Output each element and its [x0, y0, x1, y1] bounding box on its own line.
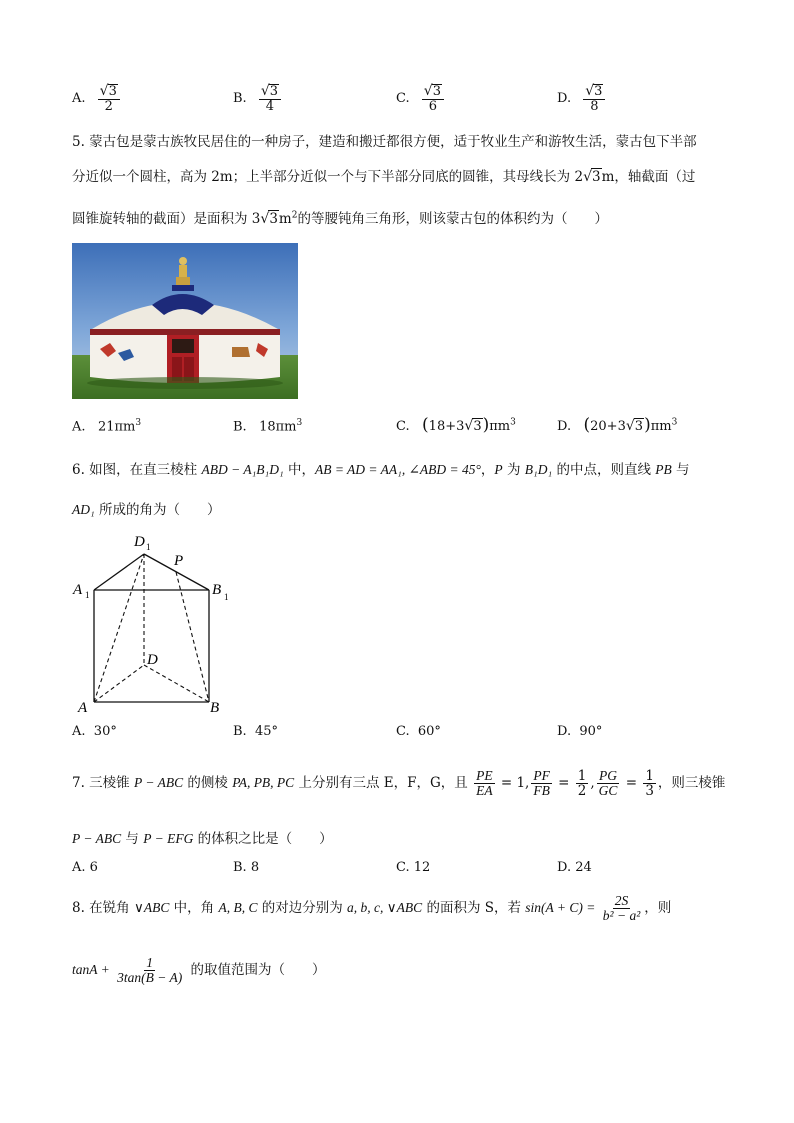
- q7-option-c[interactable]: C. 12: [396, 860, 431, 875]
- svg-text:1: 1: [85, 590, 90, 600]
- q7-line-1: 7. 三棱锥 P − ABC 的侧棱 PA, PB, PC 上分别有三点 E，F，G，且 $\frac{PE}{EA}$ = 1, $\frac{PF}{FB}$ = $\frac{1}{2}$ , $\frac{PG}{GC}$ = $\frac{1}{3}$ ，则三棱锥: [72, 768, 726, 800]
- yurt-illustration: [72, 243, 298, 399]
- label-a1: A: [73, 582, 83, 598]
- label-b: B: [210, 700, 220, 716]
- q4-option-d[interactable]: D. $\frac{√3}{8}$: [557, 84, 607, 113]
- q5-option-b[interactable]: B. $18\pi m^3$: [233, 418, 303, 435]
- q6-line-1: 6. 如图，在直三棱柱 ABD − A₁B₁D₁ 中，AB = AD = AA₁, ∠ABD = 45°，P 为 B₁D₁ 的中点，则直线 PB 与: [72, 462, 690, 478]
- label-d: D: [147, 652, 158, 668]
- edge-a1d1: [94, 554, 144, 590]
- label-a: A: [78, 700, 88, 716]
- edge-pb: [176, 572, 209, 702]
- edge-ad1: [94, 554, 144, 702]
- prism-diagram: [72, 528, 242, 718]
- q6-option-d[interactable]: D. 90°: [557, 724, 603, 739]
- q6-line-2: AD₁ 所成的角为（ ）: [72, 502, 221, 518]
- q7-option-a[interactable]: A. 6: [72, 860, 98, 875]
- q5-line-3: 圆锥旋转轴的截面）是面积为 $3√3m^2$的等腰钝角三角形，则该蒙古包的体积约为（ ）: [72, 210, 608, 227]
- q5-option-a[interactable]: A. $21\pi m^3$: [72, 418, 142, 435]
- q5-line-2: 分近似一个圆柱，高为 2m；上半部分近似一个与下半部分同底的圆锥，其母线长为 2√3m，轴截面（过: [72, 169, 696, 185]
- q6-option-b[interactable]: B. 45°: [233, 724, 278, 739]
- q8-line-1: 8. 在锐角 ∨ABC 中，角 A, B, C 的对边分别为 a, b, c, ∨ABC 的面积为 S，若 sin(A + C) = $\frac{2S}{\text{b² − a²}}$ ，则: [72, 893, 672, 924]
- label-b1: B: [212, 582, 222, 598]
- edge-ad: [94, 665, 144, 702]
- label-d1: D: [134, 534, 145, 550]
- q7-line-2: P − ABC 与 P − EFG 的体积之比是（ ）: [72, 831, 333, 847]
- q6-option-c[interactable]: C. 60°: [396, 724, 441, 739]
- q7-option-b[interactable]: B. 8: [233, 860, 260, 875]
- yurt-photo: [72, 243, 298, 399]
- edge-db: [144, 665, 209, 702]
- q6-option-a[interactable]: A. 30°: [72, 724, 117, 739]
- q4-option-c[interactable]: C. $\frac{√3}{6}$: [396, 84, 446, 113]
- q4-option-a[interactable]: A. $\frac{√3}{2}$: [72, 84, 122, 113]
- q4-option-b[interactable]: B. $\frac{√3}{4}$: [233, 84, 283, 113]
- q5-line-1: 5. 蒙古包是蒙古族牧民居住的一种房子，建造和搬迁都很方便，适于牧业生产和游牧生活，蒙古包下半部: [72, 134, 697, 150]
- label-p: P: [174, 553, 184, 569]
- svg-text:1: 1: [224, 592, 229, 602]
- q7-option-d[interactable]: D. 24: [557, 860, 592, 875]
- svg-text:1: 1: [146, 542, 151, 552]
- q5-option-c[interactable]: C. $(18+3√3)\pi m^3$: [396, 415, 516, 435]
- q8-line-2: tanA + $\frac{1}{3\tan(B - A)}$ 的取值范围为（ ）: [72, 955, 326, 986]
- q5-option-d[interactable]: D. $(20+3√3)\pi m^3$: [557, 415, 678, 435]
